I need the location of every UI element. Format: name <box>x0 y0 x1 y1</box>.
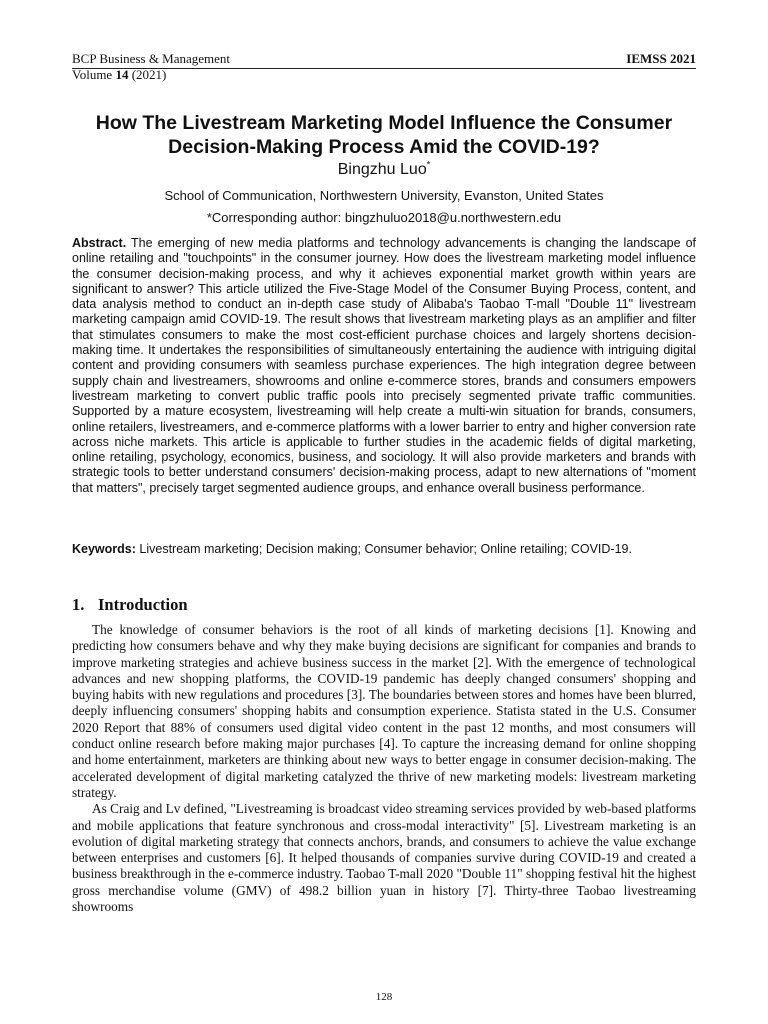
page-number: 128 <box>375 991 393 1003</box>
body-paragraph: The knowledge of consumer behaviors is the root of all kinds of marketing decisions [1]. Knowing and predicting how consumers behave and why they make buying decisions are significant for companies and brands to improve marketing strategies and achieve business success in the market [2]. With the emergence of technological advances and new shopping platforms, the COVID-19 pandemic has deeply changed consumers' shopping and buying habits with new regulations and procedures [3]. The boundaries between stores and homes have been blurred, deeply influencing consumers' shopping habits and consumption experience. Statista stated in the U.S. Consumer 2020 Report that 88% of consumers used digital video content in the past 12 months, and most consumers will conduct online research before making major purchases [4]. To capture the increasing demand for online shopping and home entertainment, marketers are thinking about new ways to better engage in consumer decision-making. The accelerated development of digital marketing catalyzed the thrive of new marketing models: livestream marketing strategy. <box>72 622 696 800</box>
body-paragraph: As Craig and Lv defined, "Livestreaming is broadcast video streaming services provided by web-based platforms and mobile applications that feature synchronous and cross-modal interactivity" [5]. Livestream marketing is an evolution of digital marketing strategy that connects anchors, brands, and consumers to achieve the value exchange between enterprises and customers [6]. It helped thousands of companies survive during COVID-19 and created a business breakthrough in the e-commerce industry. Taobao T-mall 2020 "Double 11" shopping festival hit the highest gross merchandise volume (GMV) of 498.2 billion yuan in history [7]. Thirty-three Taobao livestreaming showrooms <box>72 801 696 915</box>
section-heading-introduction <box>72 595 188 615</box>
introduction-body <box>72 622 696 915</box>
volume-year: (2021) <box>131 67 167 82</box>
paper-title <box>72 111 696 159</box>
keywords-label: Keywords: <box>72 542 136 556</box>
author-marker: * <box>426 159 431 170</box>
conference-name: IEMSS 2021 <box>626 51 696 66</box>
paper-title-line-1: How The Livestream Marketing Model Influence the Consumer <box>95 112 673 134</box>
volume-label: Volume <box>72 67 113 82</box>
section-title: Introduction <box>98 595 188 614</box>
abstract <box>72 236 696 496</box>
volume-number: 14 <box>115 67 129 82</box>
section-number: 1. <box>72 595 85 614</box>
keywords <box>72 542 696 557</box>
abstract-text: The emerging of new media platforms and technology advancements is changing the landscape of online retailing and "touchpoints" in the consumer journey. How does the livestream marketing model influence the consumer decision-making process, and why it achieves exponential market growth within years are significant to answer? This article utilized the Five-Stage Model of the Consumer Buying Process, content, and data analysis method to conduct an in-depth case study of Alibaba's Taobao T-mall "Double 11" livestream marketing campaign amid COVID-19. The result shows that livestream marketing plays as an amplifier and filter that stimulates consumers to make the most cost-efficient purchase choices and largely shortens decision-making time. It undertakes the responsibilities of simultaneously entertaining the audience with intriguing digital content and providing consumers with seamless purchase experiences. The high integration degree between supply chain and livestreamers, showrooms and online e-commerce stores, brands and consumers empowers livestream marketing to convert public traffic pools into precisely segmented private traffic communities. Supported by a mature ecosystem, livestreaming will help create a multi-win situation for brands, consumers, online retailers, livestreamers, and e-commerce platforms with a lower barrier to entry and higher conversion rate across niche markets. This article is applicable to further studies in the academic fields of digital marketing, online retailing, psychology, economics, business, and sociology. It will also provide marketers and brands with strategic tools to better understand consumers' decision-making process, adapt to new alternations of "moment that matters", precisely target segmented audience groups, and enhance overall business performance. <box>72 236 697 495</box>
corresponding-author: *Corresponding author: bingzhuluo2018@u.northwestern.edu <box>206 210 562 225</box>
keywords-text: Livestream marketing; Decision making; Consumer behavior; Online retailing; COVID-19. <box>139 542 632 556</box>
affiliation: School of Communication, Northwestern University, Evanston, United States <box>164 188 604 203</box>
volume-line <box>72 67 696 83</box>
author-name: Bingzhu Luo <box>337 161 427 178</box>
abstract-label: Abstract. <box>72 236 127 250</box>
paper-title-line-2: Decision-Making Process Amid the COVID-19? <box>168 136 600 158</box>
author-line <box>72 161 696 179</box>
journal-name: BCP Business & Management <box>72 51 231 66</box>
